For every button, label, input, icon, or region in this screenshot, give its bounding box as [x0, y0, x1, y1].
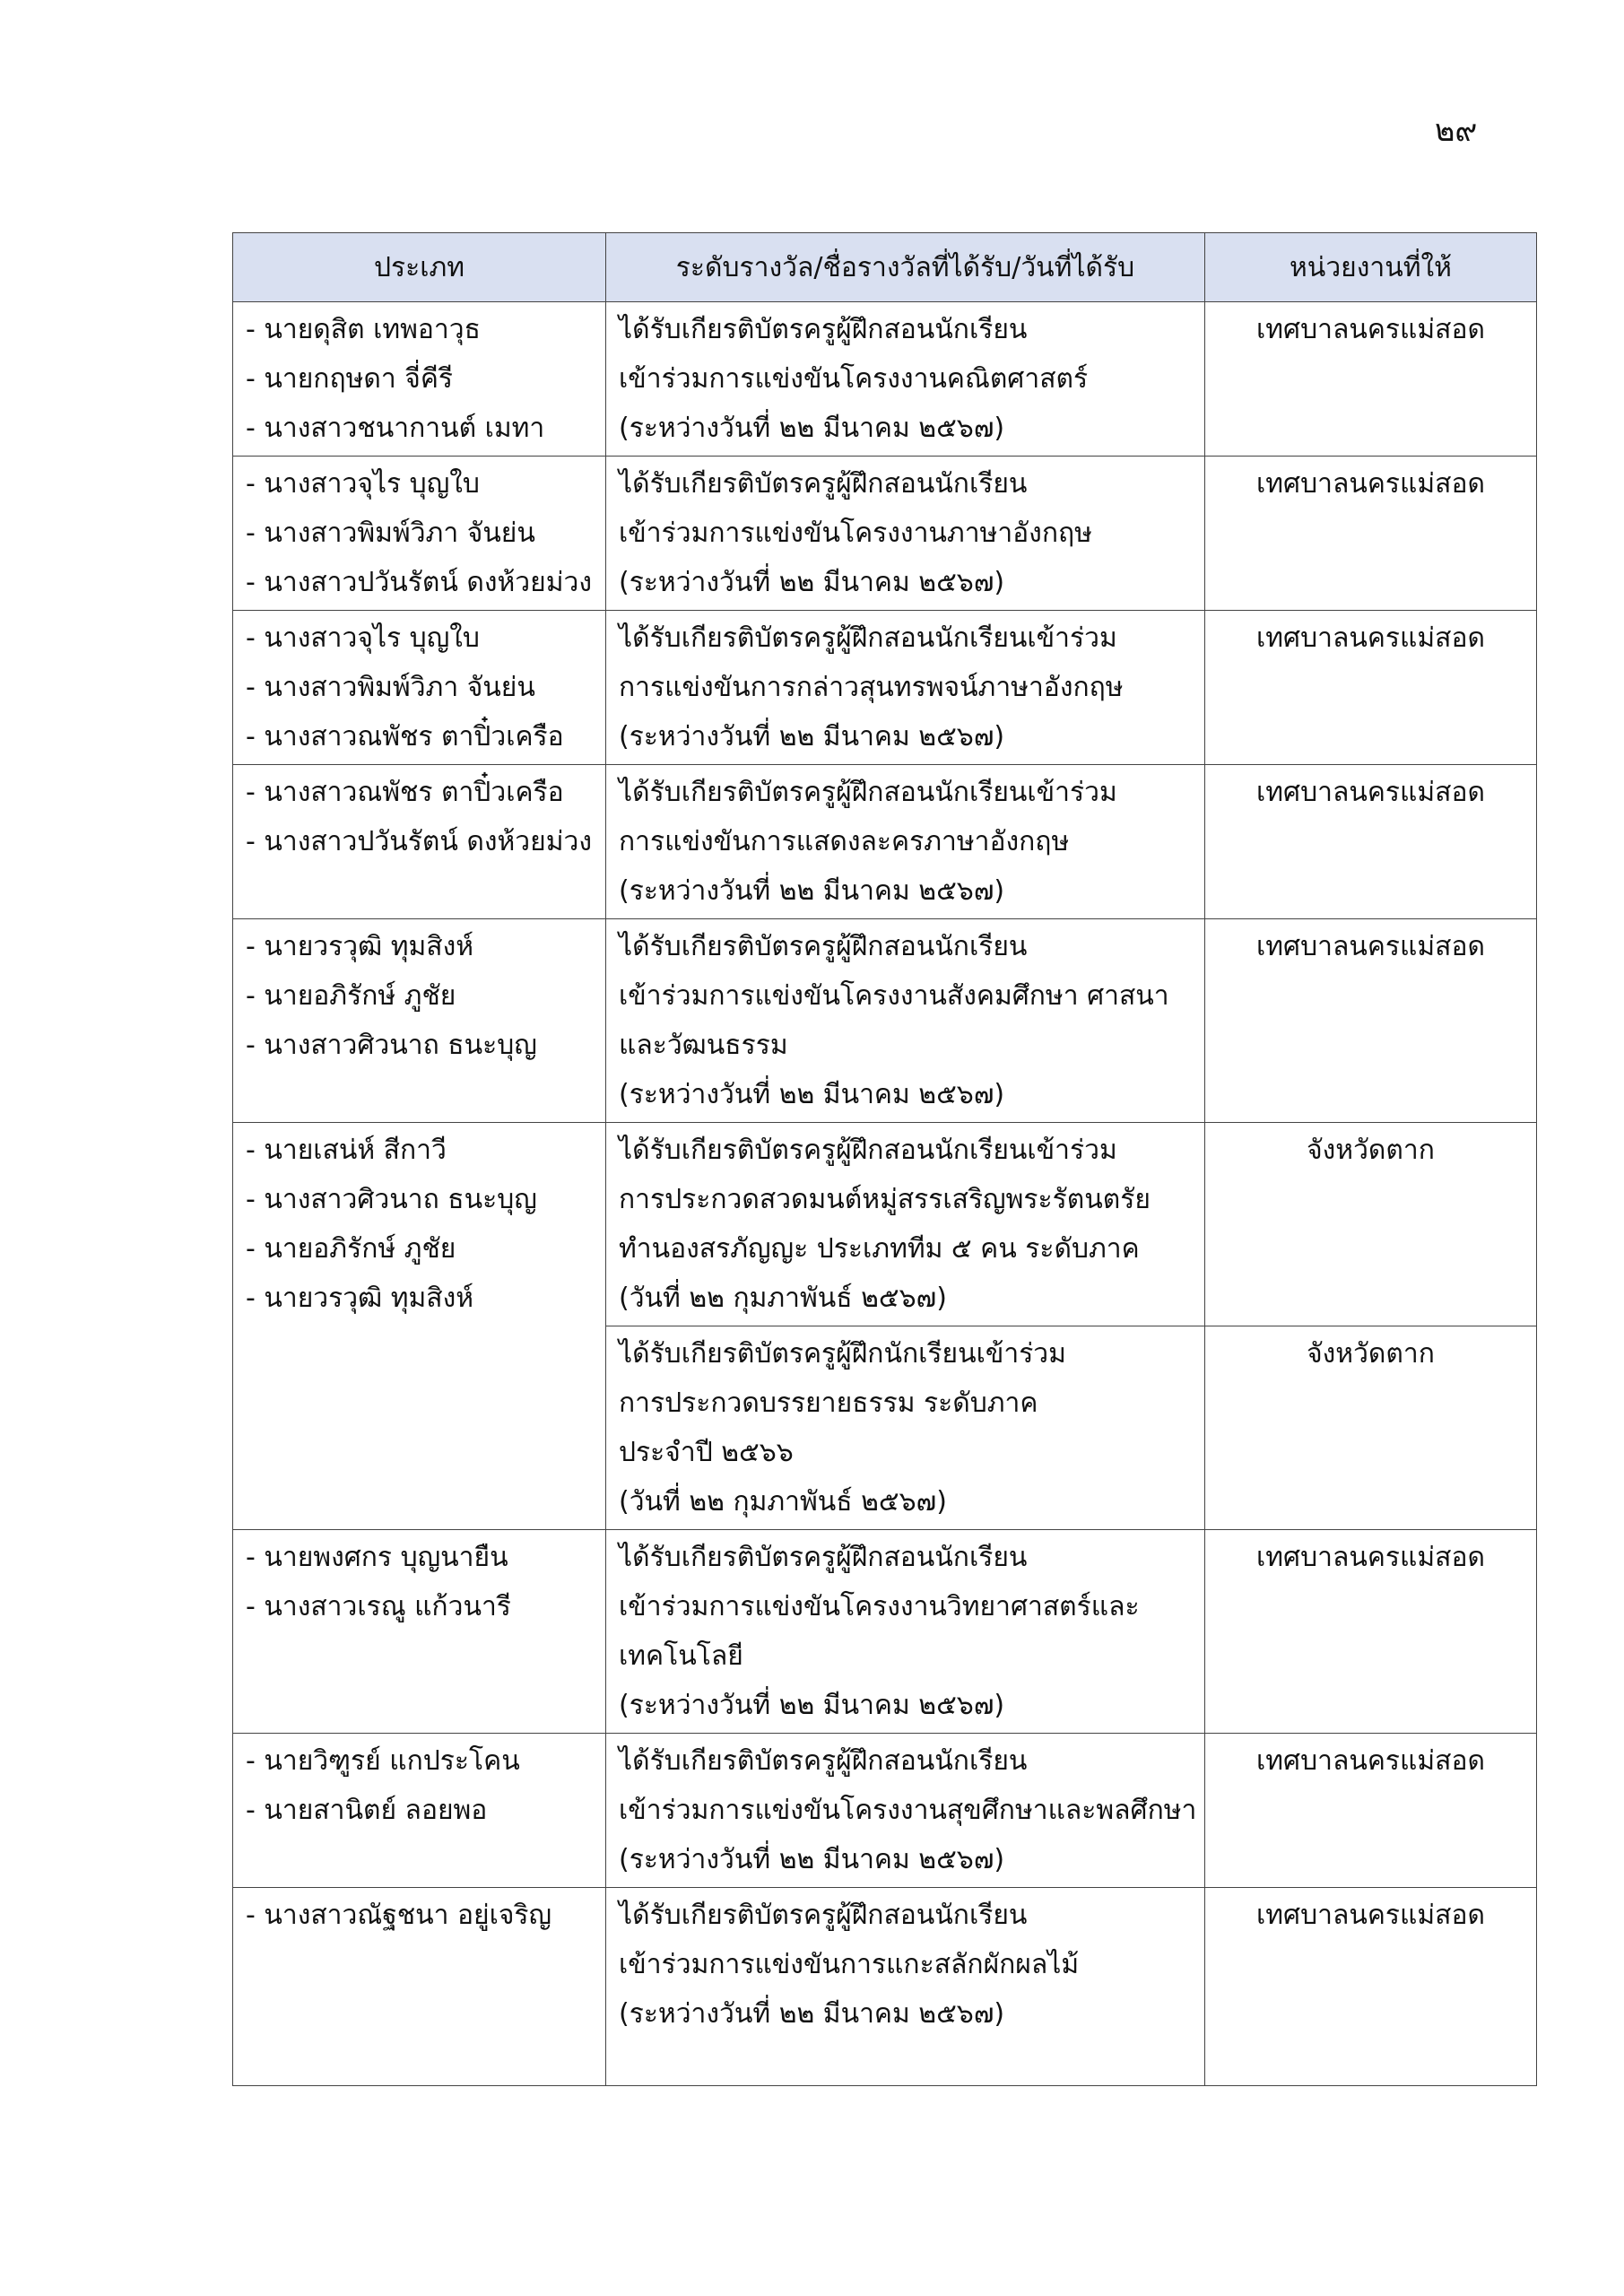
table-row	[233, 1734, 1537, 1888]
award-line: ได้รับเกียรติบัตรครูผู้ฝึกสอนนักเรียน	[619, 1900, 1028, 1931]
award-line: (ระหว่างวันที่ ๒๒ มีนาคม ๒๕๖๗)	[619, 1079, 1005, 1110]
name-line: - นางสาวศิวนาถ ธนะบุญ	[246, 1030, 537, 1061]
award-line: เข้าร่วมการแข่งขันโครงงานคณิตศาสตร์	[619, 363, 1089, 395]
unit-cell: จังหวัดตาก	[1205, 1123, 1537, 1326]
award-line: (ระหว่างวันที่ ๒๒ มีนาคม ๒๕๖๗)	[619, 875, 1005, 907]
award-cell	[606, 1888, 1205, 2086]
awards-table	[232, 232, 1537, 2086]
page-number: ๒๙	[1435, 113, 1478, 149]
name-line: - นางสาวชนากานต์ เมทา	[246, 413, 545, 444]
name-line: - นายกฤษดา จี่คีรี	[246, 363, 454, 395]
award-cell	[606, 611, 1205, 765]
award-line: เข้าร่วมการแข่งขันการแกะสลักผักผลไม้	[619, 1949, 1080, 1980]
award-line: (วันที่ ๒๒ กุมภาพันธ์ ๒๕๖๗)	[619, 1283, 947, 1314]
table-header-row	[233, 233, 1537, 302]
name-line: - นางสาวณพัชร ตาปิ๋วเครือ	[246, 777, 564, 808]
award-line: ประจำปี ๒๕๖๖	[619, 1437, 794, 1468]
unit-cell: เทศบาลนครแม่สอด	[1205, 765, 1537, 919]
award-line: เข้าร่วมการแข่งขันโครงงานวิทยาศาสตร์และ	[619, 1591, 1140, 1622]
name-line: - นางสาวเรณู แก้วนารี	[246, 1591, 511, 1622]
unit-cell: เทศบาลนครแม่สอด	[1205, 611, 1537, 765]
name-line: - นางสาวปวันรัตน์ ดงห้วยม่วง	[246, 826, 593, 857]
award-line: ได้รับเกียรติบัตรครูผู้ฝึกนักเรียนเข้าร่วม	[619, 1338, 1066, 1370]
name-line: - นางสาวณพัชร ตาปิ๋วเครือ	[246, 721, 564, 752]
header-unit: หน่วยงานที่ให้	[1205, 233, 1537, 302]
name-line: - นายอภิรักษ์ ภูชัย	[246, 980, 456, 1012]
name-line: - นายวรวุฒิ ทุมสิงห์	[246, 1283, 474, 1314]
name-line: - นางสาวจุไร บุญใบ	[246, 622, 480, 654]
header-type: ประเภท	[233, 233, 606, 302]
award-line: ได้รับเกียรติบัตรครูผู้ฝึกสอนนักเรียน	[619, 468, 1028, 500]
names-cell	[233, 1734, 606, 1888]
award-line: (ระหว่างวันที่ ๒๒ มีนาคม ๒๕๖๗)	[619, 1844, 1005, 1875]
names-cell	[233, 611, 606, 765]
award-line: ได้รับเกียรติบัตรครูผู้ฝึกสอนนักเรียนเข้าร่วม	[619, 1135, 1117, 1166]
unit-cell: เทศบาลนครแม่สอด	[1205, 457, 1537, 611]
award-line: การประกวดสวดมนต์หมู่สรรเสริญพระรัตนตรัย	[619, 1184, 1151, 1215]
unit-cell: จังหวัดตาก	[1205, 1326, 1537, 1530]
name-line: - นางสาวพิมพ์วิภา จันย่น	[246, 517, 535, 549]
name-line: - นายเสน่ห์ สีกาวี	[246, 1135, 447, 1166]
unit-cell: เทศบาลนครแม่สอด	[1205, 1530, 1537, 1734]
unit-cell: เทศบาลนครแม่สอด	[1205, 1734, 1537, 1888]
award-line: และวัฒนธรรม	[619, 1030, 788, 1061]
header-award: ระดับรางวัล/ชื่อรางวัลที่ได้รับ/วันที่ได้รับ	[606, 233, 1205, 302]
names-cell	[233, 919, 606, 1123]
name-line: - นางสาวณัฐชนา อยู่เจริญ	[246, 1900, 552, 1931]
names-cell	[233, 765, 606, 919]
award-line: การประกวดบรรยายธรรม ระดับภาค	[619, 1387, 1038, 1419]
award-cell	[606, 1734, 1205, 1888]
award-line: (ระหว่างวันที่ ๒๒ มีนาคม ๒๕๖๗)	[619, 1998, 1005, 2030]
name-line: - นายสานิตย์ ลอยพอ	[246, 1795, 488, 1826]
table-row	[233, 1888, 1537, 2086]
award-cell	[606, 302, 1205, 457]
name-line: - นายอภิรักษ์ ภูชัย	[246, 1233, 456, 1265]
award-line: ได้รับเกียรติบัตรครูผู้ฝึกสอนนักเรียน	[619, 1745, 1028, 1777]
award-cell	[606, 919, 1205, 1123]
award-cell	[606, 1530, 1205, 1734]
table-row	[233, 457, 1537, 611]
names-cell	[233, 457, 606, 611]
name-line: - นางสาวจุไร บุญใบ	[246, 468, 480, 500]
name-line: - นายดุสิต เทพอาวุธ	[246, 314, 481, 345]
award-cell	[606, 1123, 1205, 1326]
names-cell	[233, 1530, 606, 1734]
names-cell	[233, 302, 606, 457]
award-line: เข้าร่วมการแข่งขันโครงงานสังคมศึกษา ศาสนา	[619, 980, 1169, 1012]
award-line: ได้รับเกียรติบัตรครูผู้ฝึกสอนนักเรียนเข้าร่วม	[619, 622, 1117, 654]
table-row	[233, 1123, 1537, 1326]
table-row	[233, 919, 1537, 1123]
award-cell	[606, 765, 1205, 919]
unit-cell: เทศบาลนครแม่สอด	[1205, 1888, 1537, 2086]
award-line: (ระหว่างวันที่ ๒๒ มีนาคม ๒๕๖๗)	[619, 1690, 1005, 1721]
award-line: ได้รับเกียรติบัตรครูผู้ฝึกสอนนักเรียน	[619, 931, 1028, 962]
table-row	[233, 302, 1537, 457]
award-line: (ระหว่างวันที่ ๒๒ มีนาคม ๒๕๖๗)	[619, 567, 1005, 598]
award-cell	[606, 457, 1205, 611]
names-cell	[233, 1888, 606, 2086]
name-line: - นายวรวุฒิ ทุมสิงห์	[246, 931, 474, 962]
name-line: - นางสาวศิวนาถ ธนะบุญ	[246, 1184, 537, 1215]
award-line: (ระหว่างวันที่ ๒๒ มีนาคม ๒๕๖๗)	[619, 721, 1005, 752]
award-line: (ระหว่างวันที่ ๒๒ มีนาคม ๒๕๖๗)	[619, 413, 1005, 444]
names-cell	[233, 1123, 606, 1530]
table-row	[233, 611, 1537, 765]
award-line: (วันที่ ๒๒ กุมภาพันธ์ ๒๕๖๗)	[619, 1486, 947, 1518]
award-line: ได้รับเกียรติบัตรครูผู้ฝึกสอนนักเรียน	[619, 1542, 1028, 1573]
unit-cell: เทศบาลนครแม่สอด	[1205, 919, 1537, 1123]
name-line: - นายพงศกร บุญนายืน	[246, 1542, 508, 1573]
award-line: เข้าร่วมการแข่งขันโครงงานภาษาอังกฤษ	[619, 517, 1092, 549]
name-line: - นายวิฑูรย์ แกประโคน	[246, 1745, 520, 1777]
table-row	[233, 765, 1537, 919]
award-line: ได้รับเกียรติบัตรครูผู้ฝึกสอนนักเรียนเข้าร่วม	[619, 777, 1117, 808]
name-line: - นางสาวปวันรัตน์ ดงห้วยม่วง	[246, 567, 593, 598]
award-cell	[606, 1326, 1205, 1530]
unit-cell: เทศบาลนครแม่สอด	[1205, 302, 1537, 457]
award-line: การแข่งขันการแสดงละครภาษาอังกฤษ	[619, 826, 1070, 857]
award-line: ได้รับเกียรติบัตรครูผู้ฝึกสอนนักเรียน	[619, 314, 1028, 345]
award-line: เทคโนโลยี	[619, 1640, 743, 1672]
award-line: เข้าร่วมการแข่งขันโครงงานสุขศึกษาและพลศึกษา	[619, 1795, 1197, 1826]
award-line: ทำนองสรภัญญะ ประเภททีม ๕ คน ระดับภาค	[619, 1233, 1140, 1265]
award-line: การแข่งขันการกล่าวสุนทรพจน์ภาษาอังกฤษ	[619, 672, 1124, 703]
table-row	[233, 1530, 1537, 1734]
name-line: - นางสาวพิมพ์วิภา จันย่น	[246, 672, 535, 703]
